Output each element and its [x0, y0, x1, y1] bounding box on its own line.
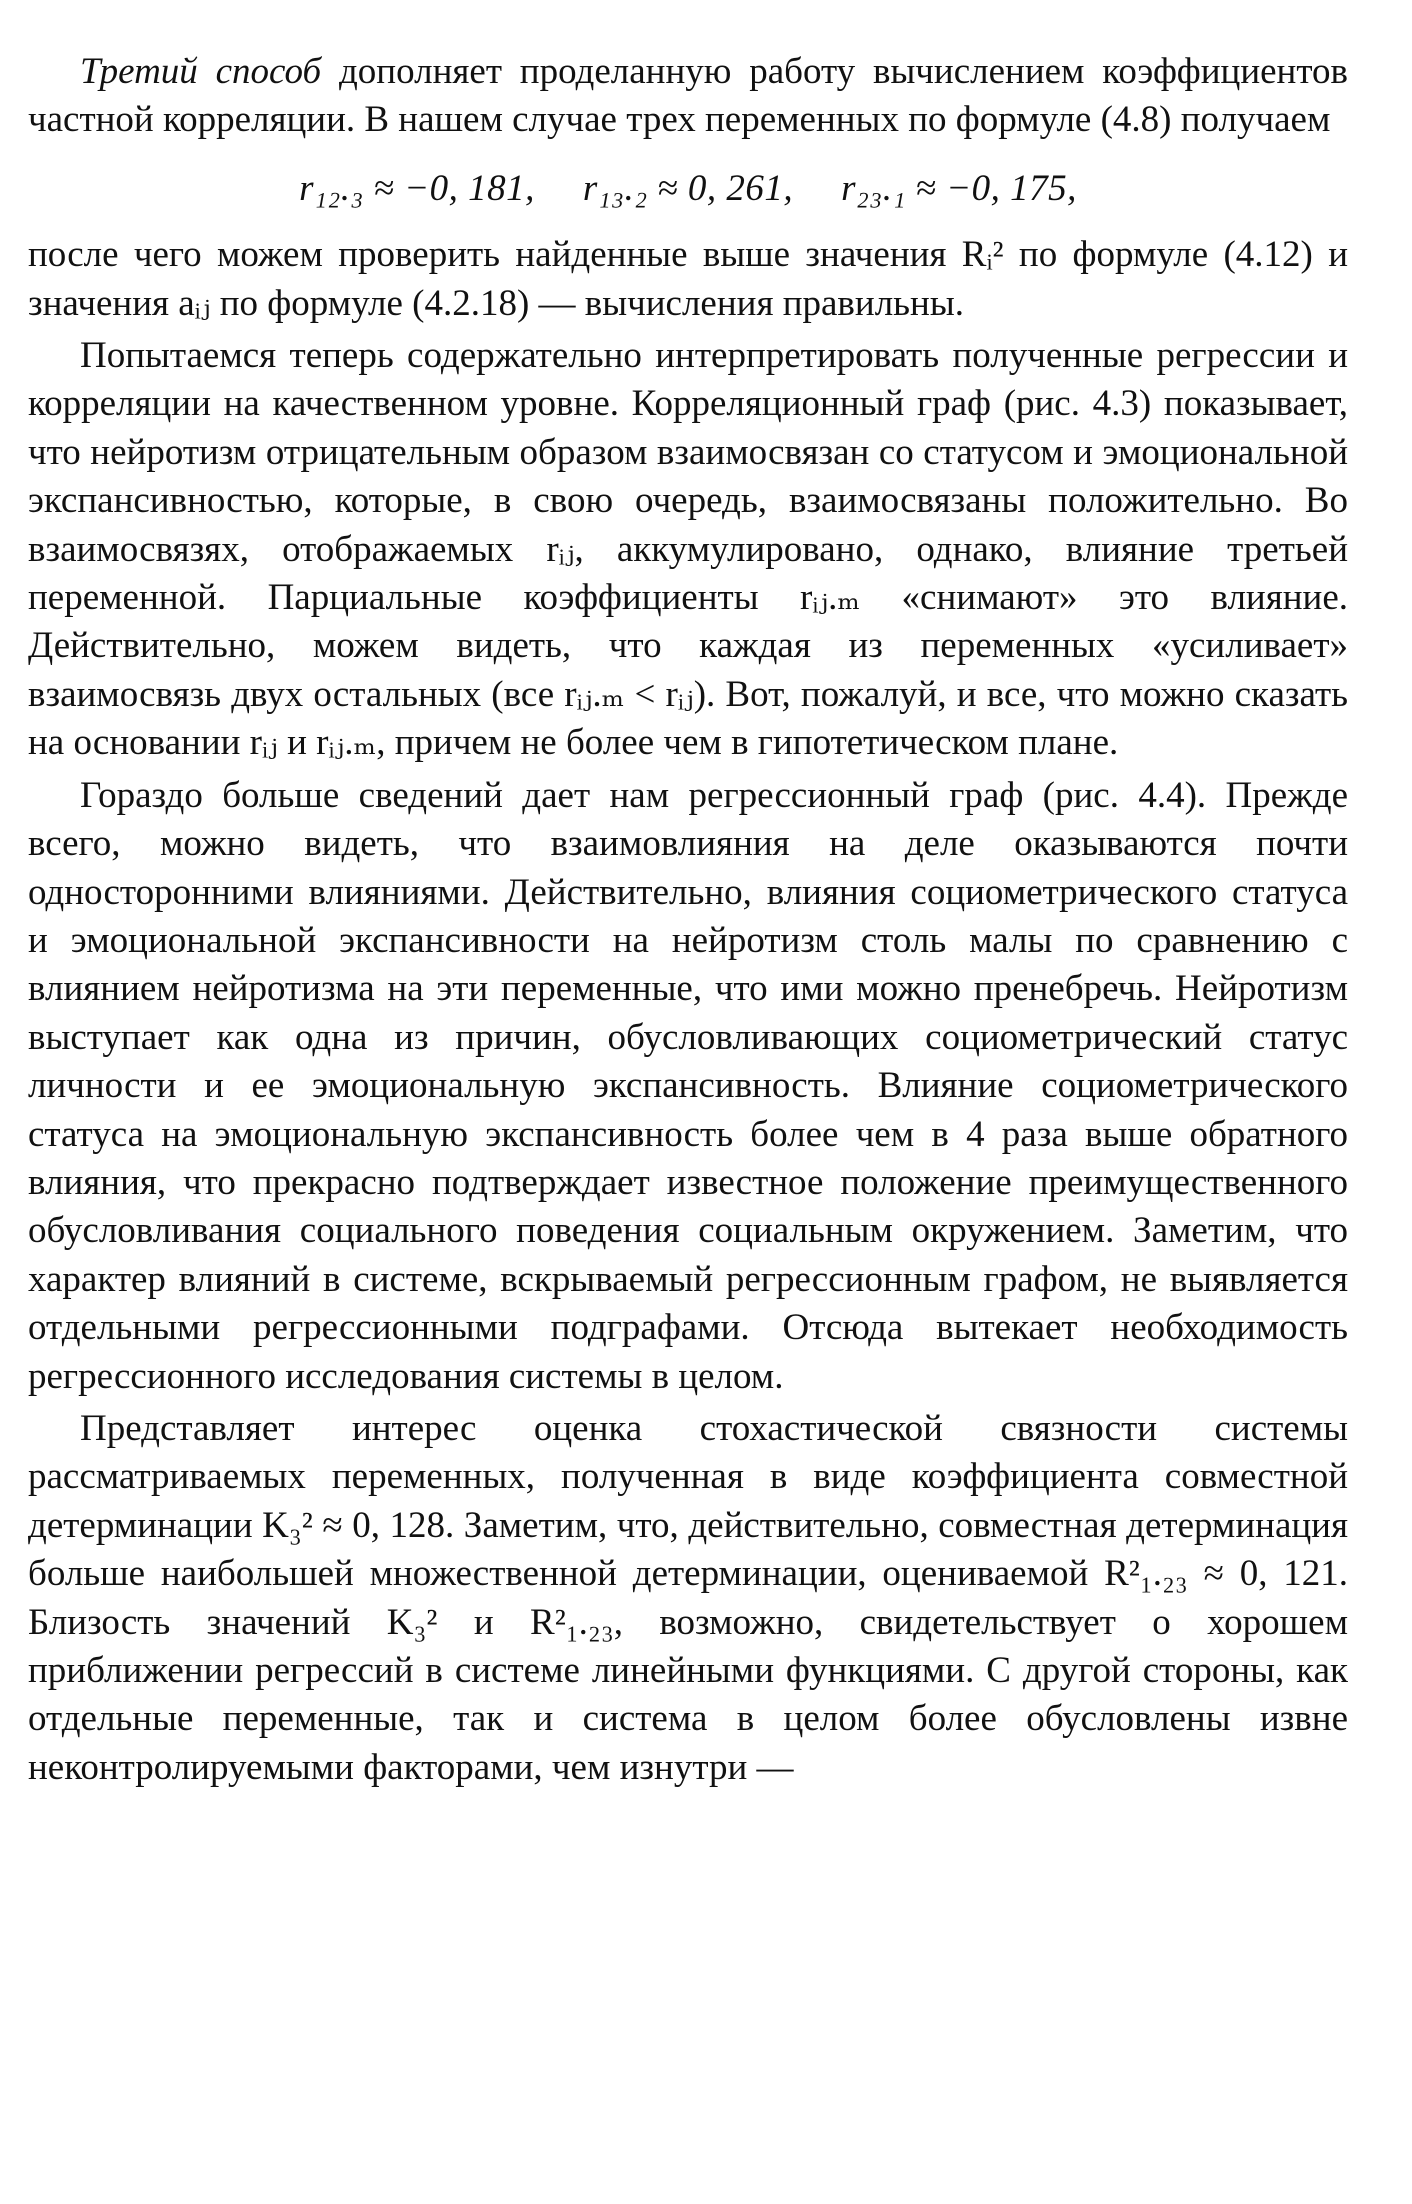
paragraph-1: [28, 48, 1348, 145]
paragraph-2: после чего можем проверить найденные выше значения Rᵢ² по формуле (4.12) и значения aᵢⱼ по формуле (4.2.18) — вычисления правильны.: [28, 234, 1348, 324]
formula-r13-2: r₁₃.₂ ≈ 0, 261,: [582, 167, 794, 209]
paragraph-4: Гораздо больше сведений дает нам регрессионный граф (рис. 4.4). Прежде всего, можно видеть, что взаимовлияния на деле оказываются почти односторонними влияниями. Действительно, влияния социометрического статуса и эмоциональной экспансивности на нейротизм столь малы по сравнению с влиянием нейротизма на эти переменные, что ими можно пренебречь. Нейротизм выступает как одна из причин, обусловливающих социометрический статус личности и ее эмоциональную экспансивность. Влияние социометрического статуса на эмоциональную экспансивность более чем в 4 раза выше обратного влияния, что прекрасно подтверждает известное положение преимущественного обусловливания социального поведения социальным окружением. Заметим, что характер влияний в системе, вскрываемый регрессионным графом, не выявляется отдельными регрессионными подграфами. Отсюда вытекает необходимость регрессионного исследования системы в целом.: [28, 774, 1348, 1397]
paragraph-1-emphasis: Третий способ: [80, 51, 322, 92]
formula-r23-1: r₂₃.₁ ≈ −0, 175,: [841, 167, 1077, 209]
paragraph-5: Представляет интерес оценка стохастической связности системы рассматриваемых переменных, полученная в виде коэффициента совместной детерминации K₃² ≈ 0, 128. Заметим, что, действительно, совместная детерминация больше наибольшей множественной детерминации, оцениваемой R²₁.₂₃ ≈ 0, 121. Близость значений K₃² и R²₁.₂₃, возможно, свидетельствует о хорошем приближении регрессий в системе линейными функциями. С другой стороны, как отдельные переменные, так и система в целом более обусловлены извне неконтролируемыми факторами, чем изнутри —: [28, 1407, 1348, 1788]
formula-r12-3: r₁₂.₃ ≈ −0, 181,: [299, 167, 535, 209]
partial-correlation-formula: [28, 165, 1348, 213]
paragraph-3: Попытаемся теперь содержательно интерпретировать полученные регрессии и корреляции на качественном уровне. Корреляционный граф (рис. 4.3) показывает, что нейротизм отрицательным образом взаимосвязан со статусом и эмоциональной экспансивностью, которые, в свою очередь, взаимосвязаны положительно. Во взаимосвязях, отображаемых rᵢⱼ, аккумулировано, однако, влияние третьей переменной. Парциальные коэффициенты rᵢⱼ.ₘ «снимают» это влияние. Действительно, можем видеть, что каждая из переменных «усиливает» взаимосвязь двух остальных (все rᵢⱼ.ₘ < rᵢⱼ). Вот, пожалуй, и все, что можно сказать на основании rᵢⱼ и rᵢⱼ.ₘ, причем не более чем в гипотетическом плане.: [28, 335, 1348, 764]
paragraph-1-text: дополняет проделанную работу вычислением коэффициентов частной корреляции. В нашем случае трех переменных по формуле (4.8) получаем: [28, 51, 1348, 141]
page-body: [28, 48, 1348, 2178]
